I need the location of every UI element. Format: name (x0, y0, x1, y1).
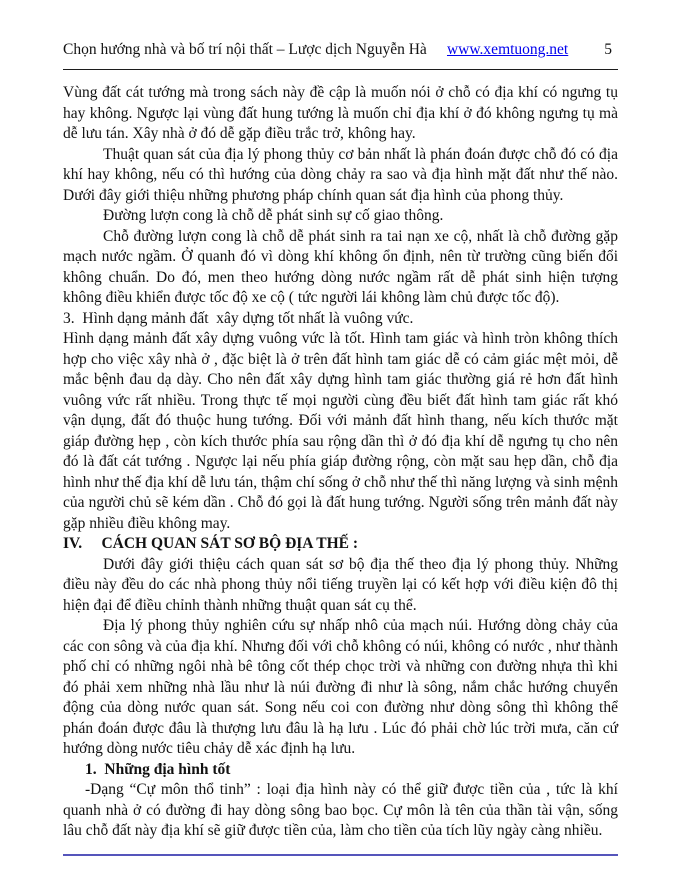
paragraph-cu-mon-tho-tinh: -Dạng “Cự môn thổ tinh” : loại địa hình này có thể giữ được tiền của , tức là khí quanh nhà ở có đường đi hay dòng sông bao bọc. Cự môn là tên của thần tài vận, sống lâu chỗ đất này địa khí sẽ giữ được tiền của, làm cho tiền của tích lũy ngày càng nhiều. (63, 781, 618, 839)
subsection-heading-1: 1. Những địa hình tốt (85, 760, 231, 778)
paragraph-hinh-dang-dat: Hình dạng mảnh đất xây dựng vuông vức là tốt. Hình tam giác và hình tròn không thích hợp cho việc xây nhà ở , đặc biệt là ở trên đất hình tam giác dễ có cảm giác mệt mỏi, dễ mắc bệnh đau dạ dày. Cho nên đất xây dựng hình tam giác thường giá rẻ hơn đất hình vuông vức rất nhiều. Trong thực tế mọi người cùng đều biết đất hình tam giác rất khó vận dụng, đất đó thuộc hung tướng. Đối với mảnh đất hình thang, nếu kích thước mặt giáp đường hẹp , còn kích thước phía sau rộng dần thì ở đó địa khí dễ ngưng tụ cho nên đó là đất cát tướng . Ngược lại nếu phía giáp đường rộng, còn mặt sau hẹp dần, chỗ địa hình như thế địa khí dễ lưu tán, thậm chí sống ở chỗ như thế thì năng lượng và sinh mệnh của người chủ sẽ kém dần . Chỗ đó gọi là đất hung tướng. Người sống trên mảnh đất này gặp nhiều điều không may. (63, 330, 618, 532)
document-title: Chọn hướng nhà và bố trí nội thất – Lược dịch Nguyễn Hà (63, 41, 427, 58)
footer-divider (63, 854, 618, 856)
section-heading-iv: IV. CÁCH QUAN SÁT SƠ BỘ ĐỊA THẾ : (63, 535, 358, 552)
list-item-3-heading: 3. Hình dạng mảnh đất xây dựng tốt nhất là vuông vức. (63, 309, 414, 327)
website-link[interactable]: www.xemtuong.net (446, 41, 569, 58)
paragraph-tai-nan-xe-co: Chỗ đường lượn cong là chỗ dễ phát sinh ra tai nạn xe cộ, nhất là chỗ đường gặp mạch nước ngầm. Ở quanh đó vì dòng khí không ổn định, nên từ trường cũng biến đổi không chuẩn. Do đó, men theo hướng dòng nước ngầm rất dễ phát sinh hiện tượng không điều khiển được tốc độ xe cộ ( tức người lái không làm chủ được tốc độ). (63, 227, 618, 306)
paragraph-dia-ly-phong-thuy: Địa lý phong thủy nghiên cứu sự nhấp nhô của mạch núi. Hướng dòng chảy của các con sông và của địa khí. Nhưng đối với chỗ không có núi, không có nước , như thành phố chỉ có những ngôi nhà bê tông cốt thép chọc trời và những con đường nhựa thì khi đó phải xem những nhà lầu như là núi đường đi như là sông, nắm chắc hướng chuyển động của dòng nước quan sát. Song nếu coi con đường như dòng sông thì không thể phán đoán được đâu là thượng lưu đâu là hạ lưu . Lúc đó phải chờ lúc trời mưa, căn cứ hướng dòng nước tiêu chảy dễ xác định hạ lưu. (63, 617, 618, 757)
page-header (63, 40, 618, 70)
page-number: 5 (604, 41, 612, 58)
paragraph-duong-luon-cong: Đường lượn cong là chỗ dễ phát sinh sự cố giao thông. (103, 207, 444, 224)
paragraph-duoi-day: Dưới đây giới thiệu cách quan sát sơ bộ địa thế theo địa lý phong thủy. Những điều này đều do các nhà phong thủy nổi tiếng truyền lại có kết hợp với điều kiện đô thị hiện đại để điều chỉnh thành những thuật quan sát cụ thể. (63, 555, 618, 614)
paragraph-intro: Vùng đất cát tướng mà trong sách này đề cập là muốn nói ở chỗ có địa khí có ngưng tụ hay không. Ngược lại vùng đất hung tướng là muốn chỉ địa khí ở đó không ngưng tụ mà dễ lưu tán. Xây nhà ở đó dễ gặp điều trắc trở, không hay. (63, 84, 618, 142)
paragraph-thuat-quan-sat: Thuật quan sát của địa lý phong thủy cơ bản nhất là phán đoán được chỗ đó có địa khí hay không, nếu có thì hướng của dòng chảy ra sao và địa hình mặt đất như thế nào. Dưới đây giới thiệu những phương pháp chính quan sát địa hình của phong thủy. (63, 145, 618, 204)
document-body (63, 83, 618, 842)
